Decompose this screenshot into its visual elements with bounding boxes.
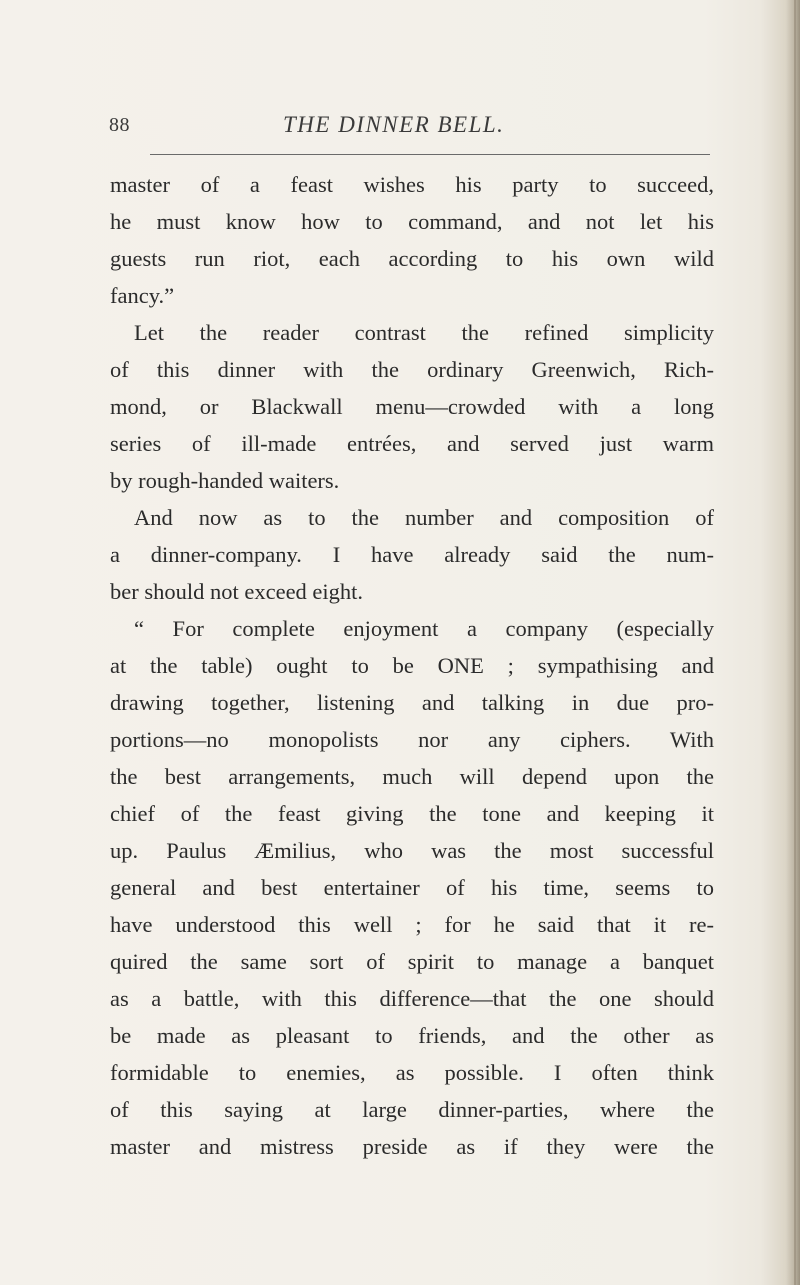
text-line: ber should not exceed eight. [110,579,364,604]
text-line: drawing together, listening and talking in due pro- [110,690,714,715]
text-line: up. Paulus Æmilius, who was the most successful [110,838,714,863]
text-line: as a battle, with this difference—that the one should [110,986,714,1011]
page-number: 88 [109,114,130,136]
text-line: fancy.” [110,283,175,308]
text-line: of this dinner with the ordinary Greenwich, Rich- [110,357,714,382]
text-line: be made as pleasant to friends, and the other as [110,1023,714,1048]
text-line: Let the reader contrast the refined simplicity [134,320,714,345]
text-line: by rough-handed waiters. [110,468,340,493]
text-line: he must know how to command, and not let his [110,209,714,234]
text-line: And now as to the number and composition of [134,505,714,530]
text-line: mond, or Blackwall menu—crowded with a long [110,394,714,419]
text-line: series of ill-made entrées, and served just warm [110,431,714,456]
body-text [110,166,714,1165]
text-line: general and best entertainer of his time, seems to [110,875,714,900]
page-edge-shadow [786,0,800,1285]
text-line: master and mistress preside as if they were the [110,1134,714,1159]
text-line: master of a feast wishes his party to succeed, [110,172,714,197]
text-line: chief of the feast giving the tone and keeping it [110,801,714,826]
text-line: quired the same sort of spirit to manage a banquet [110,949,714,974]
running-title: THE DINNER BELL. [283,112,505,137]
text-line: formidable to enemies, as possible. I often think [110,1060,714,1085]
text-line: at the table) ought to be ONE ; sympathising and [110,653,714,678]
text-line: of this saying at large dinner-parties, where the [110,1097,714,1122]
text-line: a dinner-company. I have already said the num- [110,542,714,567]
page-header [0,0,800,170]
text-line: the best arrangements, much will depend upon the [110,764,714,789]
text-line: “ For complete enjoyment a company (especially [134,616,714,641]
text-line: portions—no monopolists nor any ciphers. With [110,727,714,752]
page-edge-line [794,0,796,1285]
header-rule [150,154,710,155]
text-line: guests run riot, each according to his own wild [110,246,714,271]
text-line: have understood this well ; for he said that it re- [110,912,714,937]
